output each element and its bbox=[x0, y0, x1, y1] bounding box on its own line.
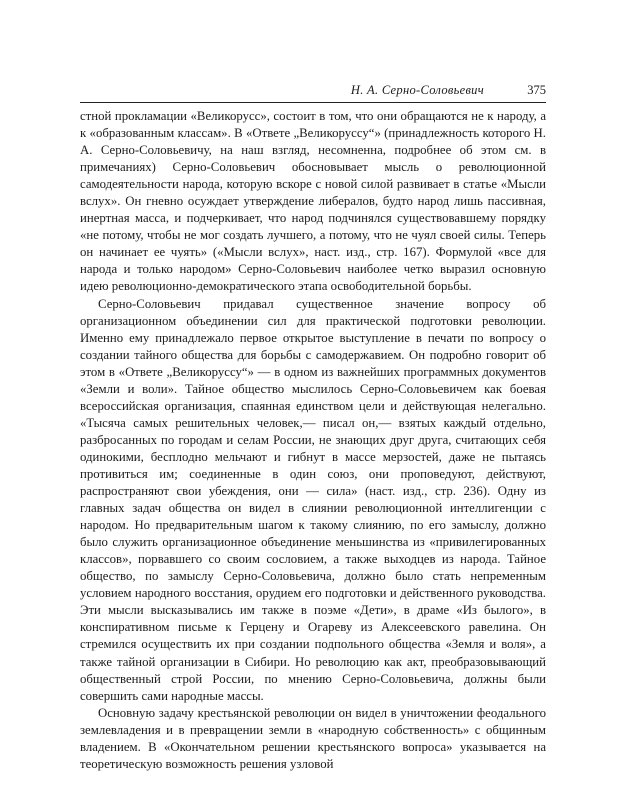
paragraph-1: стной прокламации «Великорусс», состоит в том, что они обращаются не к народу, а к «образованным классам». В «Ответе „Великоруссу“» (принадлежность которого Н. А. Серно-Соловьевичу, на наш взгляд, несомненна, подробнее об этом см. в примечаниях) Серно-Соловьевич обосновывает мысль о революционной самодеятельности народа, которую вскоре с новой силой развивает в статье «Мысли вслух». Он гневно осуждает утверждение либералов, будто народ лишь пассивная, инертная масса, и подчеркивает, что народ подчинялся существовавшему порядку «не потому, чтобы не мог создать лучшего, а потому, что не чуял своей силы. Теперь он начинает ее чуять» («Мысли вслух», наст. изд., стр. 167). Формулой «все для народа и только народом» Серно-Соловьевич наиболее четко выразил основную идею революционно-демократического этапа освободительной борьбы. bbox=[80, 109, 546, 294]
paragraph-2: Серно-Соловьевич придавал существенное значение вопросу об организационном объединении сил для практической подготовки революции. Именно ему принадлежало первое открытое выступление в печати по вопросу о создании тайного общества для борьбы с самодержавием. Он подробно говорит об этом в «Ответе „Великоруссу“» — в одном из важнейших программных документов «Земли и воли». Тайное общество мыслилось Серно-Соловьевичем как боевая всероссийская организация, спаянная единством цели и действующая нелегально. «Тысяча самых решительных человек,— писал он,— взятых каждый отдельно, разбросанных по городам и селам России, не знающих друг друга, считающих себя одинокими, бесплодно мельчают и гибнут в массе мерзостей, даже не пытаясь противиться им; соединенные в один союз, они проповедуют, действуют, распространяют свои убеждения, они — сила» (наст. изд., стр. 236). Одну из главных задач общества он видел в слиянии революционной интеллигенции с народом. Но предварительным шагом к такому слиянию, по его замыслу, должно было служить организационное объединение меньшинства из «привилегированных классов», порвавшего со своим сословием, а также выходцев из народа. Тайное общество, по замыслу Серно-Соловьевича, должно было стать непременным условием народного восстания, орудием его подготовки и действенного руководства. Эти мысли высказывались им также в поэме «Дети», в драме «Из былого», в конспиративном письме к Герцену и Огареву из Алексеевского равелина. Он стремился осуществить их при создании подпольного общества «Земля и воля», а также тайной организации в Сибири. Но революцию как акт, преобразовывающий общественный строй России, по мнению Серно-Соловьевича, должны были совершить сами народные массы. bbox=[80, 296, 546, 703]
document-page bbox=[80, 80, 546, 773]
body-text bbox=[80, 108, 546, 773]
running-title: Н. А. Серно-Соловьевич bbox=[350, 83, 484, 97]
page-number: 375 bbox=[527, 83, 546, 97]
running-header bbox=[80, 80, 546, 100]
header-rule bbox=[80, 102, 546, 103]
paragraph-3: Основную задачу крестьянской революции он видел в уничтожении феодального землевладения и в превращении земли в «народную собственность» с общинным владением. В «Окончательном решении крестьянского вопроса» указывается на теоретическую возможность решения узловой bbox=[80, 705, 546, 771]
